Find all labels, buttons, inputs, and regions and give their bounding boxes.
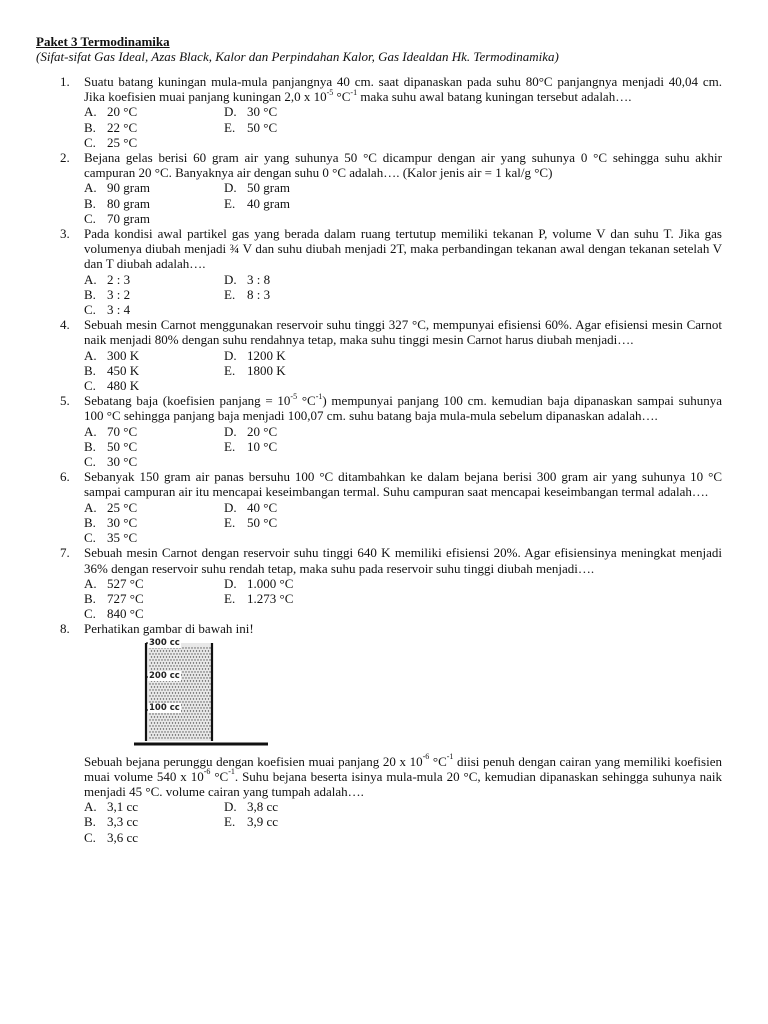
option-letter: D. xyxy=(224,180,237,196)
answer-option xyxy=(224,591,384,606)
question-text-continued: Sebuah bejana perunggu dengan koefisien muai panjang 20 x $10^{-6}$ $^\circ C^{-1}$ diisi penuh dengan cairan yang memiliki koefisien muai volume 540 x $10^{-6}$ $^\circ C^{-1}$. Suhu bejana beserta isinya mula-mula 20 °C, kemudian dipanaskan sehingga suhunya naik menjadi 45 °C. volume cairan yang tumpah adalah…. xyxy=(84,752,722,799)
answer-option xyxy=(84,424,224,439)
option-text: 727 °C xyxy=(107,590,144,606)
option-text: 25 °C xyxy=(107,499,138,515)
option-text: 10 °C xyxy=(247,438,278,454)
question-text: Perhatikan gambar di bawah ini! xyxy=(84,621,254,637)
option-letter: E. xyxy=(224,195,236,211)
option-text: 1200 K xyxy=(247,347,286,363)
question-item xyxy=(36,545,722,621)
option-text: 50 gram xyxy=(247,180,290,196)
option-letter: D. xyxy=(224,799,237,815)
question-item xyxy=(36,74,722,150)
measuring-vessel-figure xyxy=(134,637,722,748)
question-text: Bejana gelas berisi 60 gram air yang suhunya 50 °C dicampur dengan air yang suhunya 0 °C sehingga suhu akhir campuran 20 °C. Banyaknya air dengan suhu 0 °C adalah…. (Kalor jenis air = 1 kal/g °C) xyxy=(84,150,722,181)
question-item xyxy=(36,469,722,545)
answer-option xyxy=(84,591,224,606)
question-text: Suatu batang kuningan mula-mula panjangnya 40 cm. saat dipanaskan pada suhu 80°C panjangnya menjadi 40,04 cm. Jika koefisien muai panjang kuningan 2,0 x $10^{-5}$ $^\circ C^{-1}$ maka suhu awal batang kuningan tersebut adalah…. xyxy=(84,74,722,105)
answer-option xyxy=(224,180,384,195)
answer-options xyxy=(84,348,722,394)
vessel-scale-label: 200 cc xyxy=(149,670,180,681)
option-text: 3 : 2 xyxy=(107,286,131,302)
option-text: 20 °C xyxy=(247,423,278,439)
answer-options xyxy=(84,500,722,546)
answer-option xyxy=(84,120,224,135)
option-letter: C. xyxy=(84,302,96,318)
option-letter: E. xyxy=(224,438,236,454)
question-item xyxy=(36,317,722,393)
answer-option xyxy=(84,530,224,545)
answer-option xyxy=(84,135,224,150)
option-letter: D. xyxy=(224,104,237,120)
option-letter: E. xyxy=(224,814,236,830)
answer-option xyxy=(224,814,384,829)
answer-option xyxy=(84,104,224,119)
option-letter: A. xyxy=(84,575,97,591)
option-text: 1.273 °C xyxy=(247,590,294,606)
answer-option xyxy=(84,302,224,317)
answer-option xyxy=(224,196,384,211)
option-letter: C. xyxy=(84,210,96,226)
answer-option xyxy=(224,104,384,119)
answer-options xyxy=(84,799,722,845)
question-text: Sebuah mesin Carnot dengan reservoir suhu tinggi 640 K memiliki efisiensi 20%. Agar efisiensinya meningkat menjadi 36% dengan reservoir suhu rendah tetap, maka suhu pada reservoir suhu tinggi diubah menjadi…. xyxy=(84,545,722,576)
option-letter: D. xyxy=(224,575,237,591)
option-letter: A. xyxy=(84,347,97,363)
answer-option xyxy=(84,348,224,363)
option-text: 22 °C xyxy=(107,119,138,135)
question-text: Sebuah mesin Carnot menggunakan reservoir suhu tinggi 327 °C, mempunyai efisiensi 60%. Agar efisiensi mesin Carnot naik menjadi 80% dengan suhu rendahnya tetap, maka suhu tinggi mesin Carnot harus diubah menjadi…. xyxy=(84,317,722,348)
question-number: 7. xyxy=(60,545,70,561)
option-text: 50 °C xyxy=(107,438,138,454)
option-text: 80 gram xyxy=(107,195,150,211)
option-letter: B. xyxy=(84,814,96,830)
option-text: 1800 K xyxy=(247,362,286,378)
answer-option xyxy=(84,454,224,469)
answer-option xyxy=(224,348,384,363)
question-number: 5. xyxy=(60,393,70,409)
option-letter: C. xyxy=(84,606,96,622)
answer-option xyxy=(224,576,384,591)
option-letter: D. xyxy=(224,347,237,363)
question-number: 3. xyxy=(60,226,70,242)
option-text: 3,6 cc xyxy=(107,829,139,845)
option-letter: B. xyxy=(84,514,96,530)
option-letter: B. xyxy=(84,286,96,302)
option-text: 3 : 8 xyxy=(247,271,271,287)
question-number: 6. xyxy=(60,469,70,485)
answer-option xyxy=(84,196,224,211)
option-text: 3,3 cc xyxy=(107,814,139,830)
option-text: 70 gram xyxy=(107,210,150,226)
answer-option xyxy=(84,180,224,195)
answer-option xyxy=(84,830,224,845)
option-letter: D. xyxy=(224,271,237,287)
question-item xyxy=(36,393,722,469)
option-text: 50 °C xyxy=(247,119,278,135)
answer-option xyxy=(84,515,224,530)
option-letter: C. xyxy=(84,829,96,845)
answer-option xyxy=(84,606,224,621)
answer-option xyxy=(84,211,224,226)
answer-option xyxy=(224,439,384,454)
answer-options xyxy=(84,424,722,470)
answer-option xyxy=(224,515,384,530)
option-text: 35 °C xyxy=(107,530,138,546)
question-text: Pada kondisi awal partikel gas yang berada dalam ruang tertutup memiliki tekanan P, volume V dan suhu T. Jika gas volumenya diubah menjadi ¾ V dan suhu diubah menjadi 2T, maka perbandingan tekanan awal dengan tekanan setelah V dan T diubah adalah…. xyxy=(84,226,722,272)
answer-option xyxy=(224,799,384,814)
answer-options xyxy=(84,180,722,226)
answer-option xyxy=(84,363,224,378)
answer-options xyxy=(84,576,722,622)
option-letter: C. xyxy=(84,530,96,546)
option-text: 450 K xyxy=(107,362,140,378)
option-letter: D. xyxy=(224,499,237,515)
option-text: 2 : 3 xyxy=(107,271,131,287)
question-item xyxy=(36,621,722,844)
option-text: 3,9 cc xyxy=(247,814,279,830)
document-subtitle: (Sifat-sifat Gas Ideal, Azas Black, Kalor dan Perpindahan Kalor, Gas Idealdan Hk. Termodinamika) xyxy=(36,49,559,64)
option-letter: A. xyxy=(84,271,97,287)
answer-option xyxy=(224,424,384,439)
question-item xyxy=(36,226,722,317)
vessel-scale-label: 100 cc xyxy=(149,702,180,713)
answer-option xyxy=(224,272,384,287)
option-letter: B. xyxy=(84,119,96,135)
vessel-scale-label: 300 cc xyxy=(149,637,180,648)
option-text: 3,8 cc xyxy=(247,799,279,815)
option-letter: A. xyxy=(84,104,97,120)
question-number: 2. xyxy=(60,150,70,166)
option-letter: E. xyxy=(224,362,236,378)
option-text: 70 °C xyxy=(107,423,138,439)
option-text: 8 : 3 xyxy=(247,286,271,302)
answer-option xyxy=(84,500,224,515)
option-letter: A. xyxy=(84,423,97,439)
option-text: 527 °C xyxy=(107,575,144,591)
option-letter: C. xyxy=(84,378,96,394)
option-letter: C. xyxy=(84,134,96,150)
option-letter: A. xyxy=(84,799,97,815)
answer-option xyxy=(224,120,384,135)
option-letter: D. xyxy=(224,423,237,439)
option-letter: E. xyxy=(224,514,236,530)
option-letter: B. xyxy=(84,362,96,378)
option-text: 1.000 °C xyxy=(247,575,294,591)
option-text: 30 °C xyxy=(107,514,138,530)
option-text: 40 gram xyxy=(247,195,290,211)
answer-option xyxy=(224,500,384,515)
option-text: 20 °C xyxy=(107,104,138,120)
document-title: Paket 3 Termodinamika xyxy=(36,34,170,49)
option-text: 30 °C xyxy=(247,104,278,120)
option-letter: E. xyxy=(224,286,236,302)
question-number: 1. xyxy=(60,74,70,89)
option-letter: B. xyxy=(84,590,96,606)
answer-option xyxy=(84,799,224,814)
answer-option xyxy=(84,439,224,454)
option-text: 840 °C xyxy=(107,606,144,622)
answer-option xyxy=(224,363,384,378)
option-letter: A. xyxy=(84,499,97,515)
option-text: 50 °C xyxy=(247,514,278,530)
question-text: Sebatang baja (koefisien panjang = $10^{-5}$ $^\circ C^{-1}$) mempunyai panjang 100 cm. kemudian baja dipanaskan sampai suhunya 100 °C sehingga panjang baja menjadi 100,07 cm. suhu batang baja mula-mula sebelum dipanaskan adalah…. xyxy=(84,391,722,424)
option-text: 90 gram xyxy=(107,180,150,196)
option-text: 3,1 cc xyxy=(107,799,139,815)
document-page xyxy=(36,34,722,845)
answer-option xyxy=(84,378,224,393)
question-list xyxy=(36,74,722,845)
option-letter: A. xyxy=(84,180,97,196)
option-text: 300 K xyxy=(107,347,140,363)
option-text: 30 °C xyxy=(107,454,138,470)
question-number: 8. xyxy=(60,621,70,637)
vessel-diagram xyxy=(134,637,274,748)
option-text: 25 °C xyxy=(107,134,138,150)
option-letter: C. xyxy=(84,454,96,470)
option-letter: B. xyxy=(84,438,96,454)
option-letter: B. xyxy=(84,195,96,211)
answer-option xyxy=(84,287,224,302)
answer-option xyxy=(84,576,224,591)
option-text: 40 °C xyxy=(247,499,278,515)
answer-options xyxy=(84,272,722,318)
answer-option xyxy=(84,814,224,829)
answer-option xyxy=(224,287,384,302)
answer-option xyxy=(84,272,224,287)
option-text: 3 : 4 xyxy=(107,302,131,318)
option-letter: E. xyxy=(224,590,236,606)
option-letter: E. xyxy=(224,119,236,135)
option-text: 480 K xyxy=(107,378,140,394)
question-number: 4. xyxy=(60,317,70,333)
question-text: Sebanyak 150 gram air panas bersuhu 100 °C ditambahkan ke dalam bejana berisi 300 gram air yang suhunya 10 °C sampai campuran air itu mencapai keseimbangan termal. Suhu campuran saat mencapai keseimbangan termal adalah…. xyxy=(84,469,722,500)
question-item xyxy=(36,150,722,226)
answer-options xyxy=(84,104,722,150)
